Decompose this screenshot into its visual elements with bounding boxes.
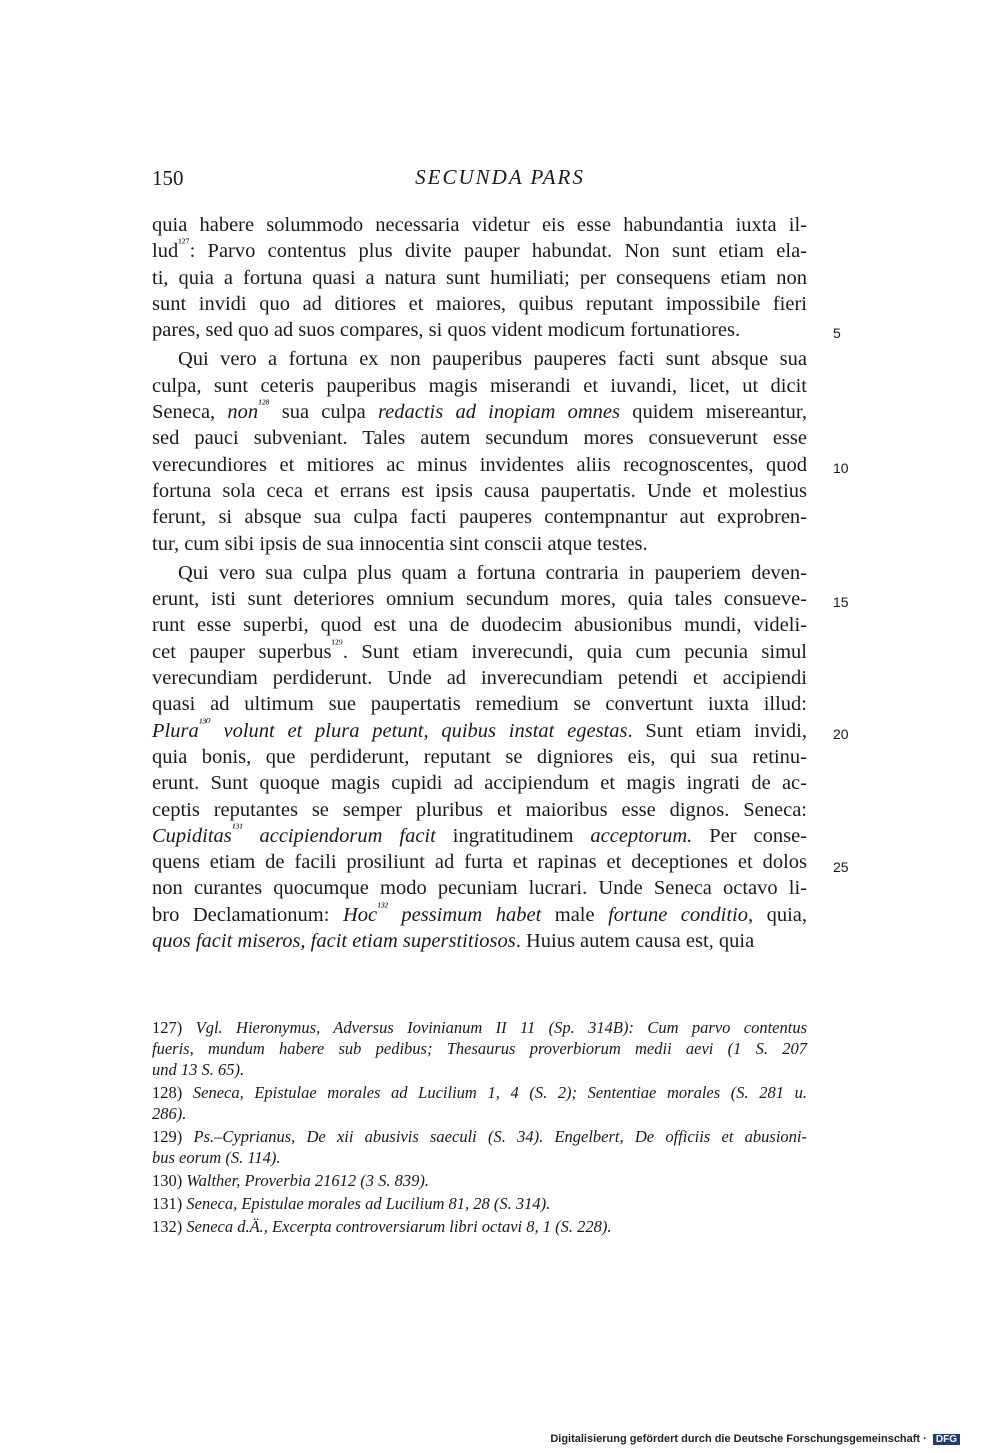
text-line: culpa, sunt ceteris pauperibus magis miserandi et iuvandi, licet, ut dicit (152, 374, 807, 397)
footnote-line: 128) Seneca, Epistulae morales ad Lucilium 1, 4 (S. 2); Sententiae morales (S. 281 u. (152, 1083, 808, 1102)
footnote-line: 130) Walther, Proverbia 21612 (3 S. 839). (152, 1171, 429, 1190)
line-number: 25 (833, 859, 849, 875)
footnote (152, 1017, 807, 1080)
text-line: lud$^{^{127}}$: Parvo contentus plus divite pauper habundat. Non sunt etiam ela- (152, 236, 807, 263)
text-line: Plura$^{^{130}}$ volunt et plura petunt, quibus instat egestas. Sunt etiam invidi, (152, 715, 807, 742)
text-line: quos facit miseros, facit etiam superstitiosos. Huius autem causa est, quia (152, 930, 755, 953)
footnote-line: 286). (152, 1104, 187, 1123)
text-line: ferunt, si absque sua culpa facti pauperes contempnantur aut exprobren- (152, 506, 807, 529)
dfg-logo: DFG (933, 1434, 960, 1445)
text-line: quens etiam de facili prosiliunt ad furta et rapinas et deceptiones et dolos (152, 851, 807, 874)
page-number: 150 (152, 166, 184, 190)
line-number: 5 (833, 325, 841, 341)
footnote-line: und 13 S. 65). (152, 1060, 245, 1079)
line-number: 15 (833, 594, 849, 610)
main-text (152, 212, 807, 954)
footnote-line: 129) Ps.–Cyprianus, De xii abusivis saeculi (S. 34). Engelbert, De officiis et abusioni- (152, 1127, 807, 1146)
line-number: 20 (833, 726, 849, 742)
credit-text: Digitalisierung gefördert durch die Deutsche Forschungsgemeinschaft · (550, 1433, 927, 1445)
text-line: pares, sed quo ad suos compares, si quos vident modicum fortunatiores. (152, 319, 741, 342)
running-head: SECUNDA PARS (415, 165, 585, 189)
text-line: verecundiores et mitiores ac minus invidentes aliis recognoscentes, quod (152, 453, 807, 476)
text-line: erunt. Sunt quoque magis cupidi ad accipiendum et magis ingrati de ac- (152, 772, 807, 795)
text-line: non curantes quocumque modo pecuniam lucrari. Unde Seneca octavo li- (152, 877, 807, 900)
text-line: Cupiditas$^{^{131}}$ accipiendorum facit ingratitudinem acceptorum. Per conse- (152, 821, 807, 847)
text-line: runt esse superbi, quod est una de duodecim abusionibus mundi, videli- (152, 614, 807, 637)
text-line: quasi ad ultimum sue paupertatis remedium se convertunt iuxta illud: (152, 693, 807, 716)
text-line: sed pauci subveniant. Tales autem secundum mores consueverunt esse (152, 427, 807, 450)
text-line: Seneca, non$^{^{128}}$ sua culpa redactis ad inopiam omnes quidem misereantur, (152, 397, 807, 424)
footnote (152, 1126, 807, 1168)
footer-credit (550, 1433, 960, 1445)
footnote (152, 1216, 807, 1237)
footnote-line: 127) Vgl. Hieronymus, Adversus Iovinianum II 11 (Sp. 314B): Cum parvo contentus (152, 1018, 808, 1037)
text-line: quia bonis, que perdiderunt, reputant se digniores eis, qui sua retinu- (152, 745, 807, 768)
text-line: Qui vero a fortuna ex non pauperibus pauperes facti sunt absque sua (178, 348, 807, 371)
text-line: fortuna sola ceca et errans est ipsis causa paupertatis. Unde et molestius (152, 479, 807, 502)
text-line: verecundiam perdiderunt. Unde ad inverecundiam petendi et accipiendi (152, 667, 807, 690)
text-line: quia habere solummodo necessaria videtur eis esse habundantia iuxta il- (152, 214, 807, 236)
line-number: 10 (833, 460, 849, 476)
text-line: erunt, isti sunt deteriores omnium secundum mores, quia tales consueve- (152, 588, 807, 611)
text-line: bro Declamationum: Hoc$^{^{132}}$ pessimum habet male fortune conditio, quia, (152, 899, 808, 926)
footnote-line: 131) Seneca, Epistulae morales ad Lucilium 81, 28 (S. 314). (152, 1194, 551, 1213)
text-line: ti, quia a fortuna quasi a natura sunt humiliati; per consequens etiam non (152, 266, 807, 289)
text-line: Qui vero sua culpa plus quam a fortuna contraria in pauperiem deven- (178, 561, 807, 584)
footnote (152, 1170, 807, 1191)
text-line: tur, cum sibi ipsis de sua innocentia sint conscii atque testes. (152, 532, 648, 555)
footnote-line: 132) Seneca d.Ä., Excerpta controversiarum libri octavi 8, 1 (S. 228). (152, 1217, 612, 1236)
text-line: cet pauper superbus$^{^{129}}$. Sunt etiam inverecundi, quia cum pecunia simul (152, 636, 807, 663)
text-line: ceptis reputantes se semper pluribus et maioribus esse dignos. Seneca: (152, 798, 807, 821)
footnote (152, 1193, 807, 1214)
footnotes (152, 1017, 807, 1239)
footnote-line: bus eorum (S. 114). (152, 1148, 281, 1167)
footnote-line: fueris, mundum habere sub pedibus; Thesaurus proverbiorum medii aevi (1 S. 207 (152, 1039, 807, 1058)
text-line: sunt invidi quo ad ditiores et maiores, quibus reputant impossibile fieri (152, 292, 807, 315)
footnote (152, 1082, 807, 1124)
